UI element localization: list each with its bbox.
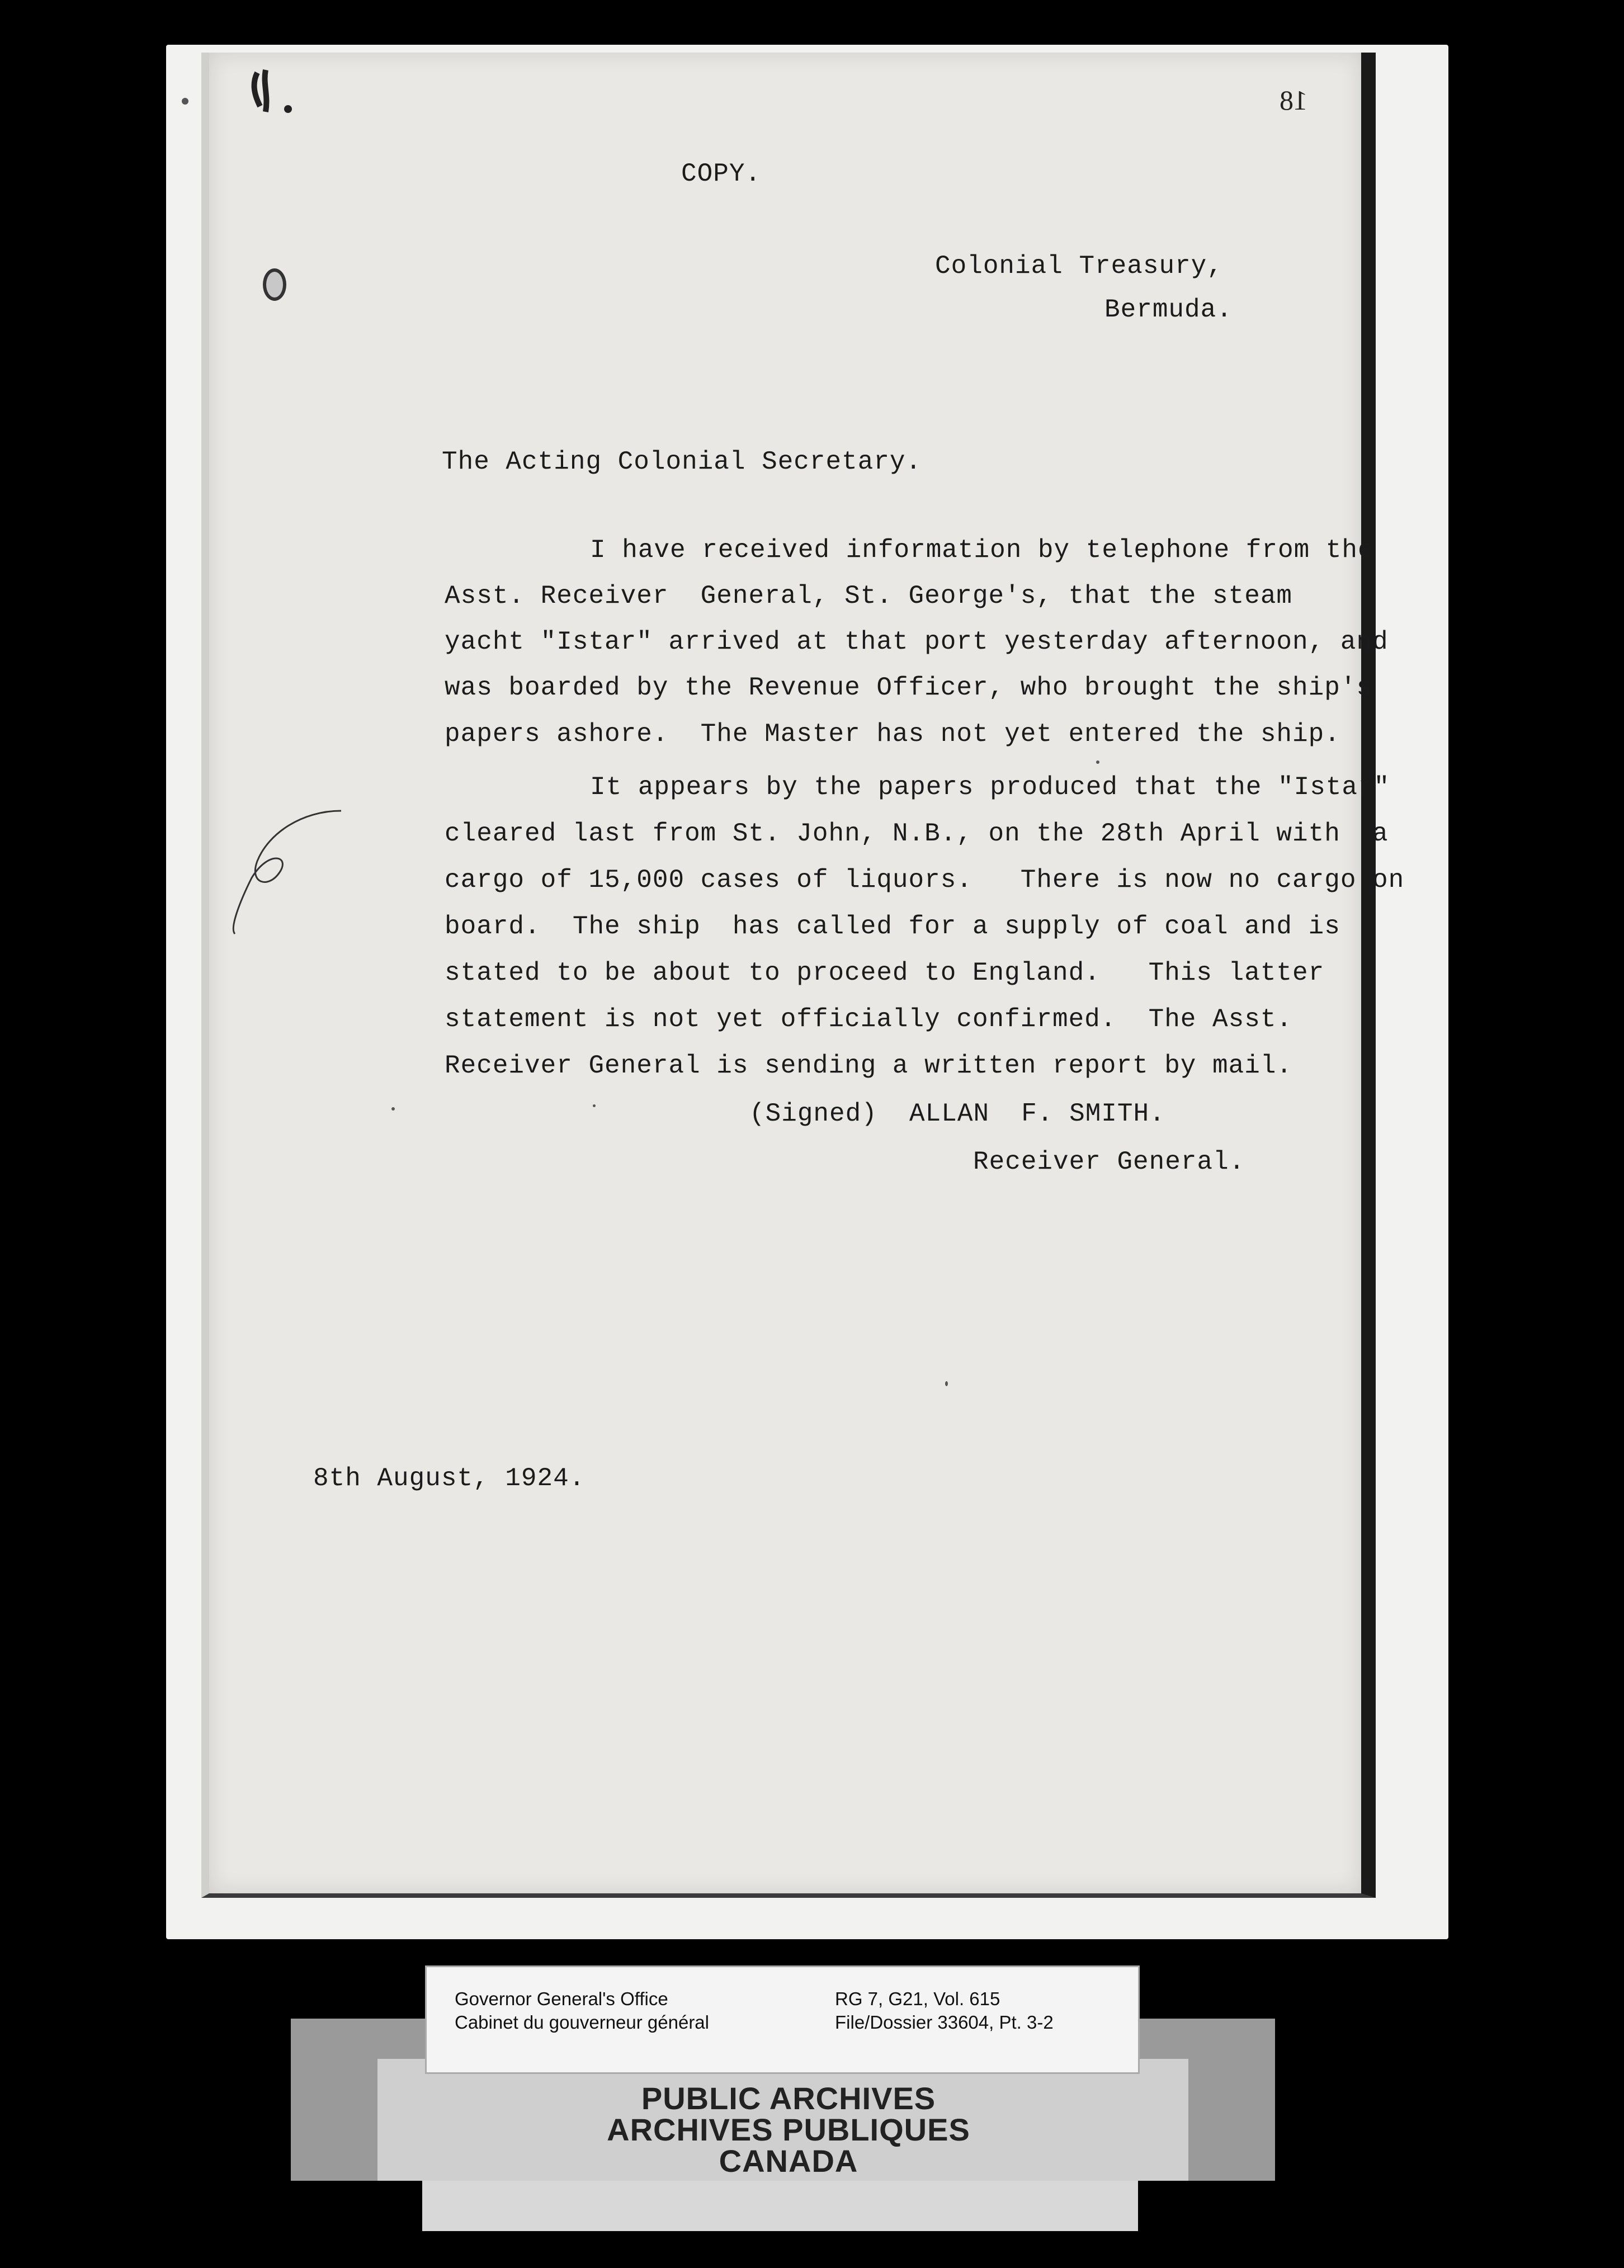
ink-blot-mark: [246, 62, 308, 123]
body-line: was boarded by the Revenue Officer, who brought the ship's: [445, 673, 1373, 702]
stamp-line-1: PUBLIC ARCHIVES: [641, 2081, 936, 2116]
addressee: The Acting Colonial Secretary.: [442, 447, 922, 476]
punch-hole: [263, 268, 286, 301]
body-line: papers ashore. The Master has not yet entered the ship.: [445, 720, 1340, 749]
body-line: cargo of 15,000 cases of liquors. There is now no cargo on: [445, 866, 1405, 895]
body-line: statement is not yet officially confirmed. The Asst.: [445, 1005, 1293, 1034]
body-line: It appears by the papers produced that the "Istar": [590, 773, 1390, 802]
archive-reference-label: [425, 1965, 1140, 2074]
stamp-line-2: ARCHIVES PUBLIQUES: [607, 2112, 970, 2147]
page-number: 18: [1280, 84, 1307, 116]
archive-tape-strip: [422, 2181, 1138, 2231]
signatory-title: Receiver General.: [973, 1147, 1245, 1176]
pencil-annotation-mark: [218, 800, 386, 956]
body-line: cleared last from St. John, N.B., on the 28th April with a: [445, 819, 1389, 848]
stamp-line-3: CANADA: [719, 2143, 858, 2179]
office-french: Cabinet du gouverneur général: [455, 2012, 709, 2033]
file-reference: File/Dossier 33604, Pt. 3-2: [835, 2012, 1054, 2033]
body-line: yacht "Istar" arrived at that port yesterday afternoon, and: [445, 627, 1389, 656]
body-line: Receiver General is sending a written report by mail.: [445, 1051, 1293, 1080]
film-speck: [1096, 760, 1099, 764]
film-speck: [593, 1104, 596, 1107]
office-english: Governor General's Office: [455, 1988, 668, 2009]
body-line: I have received information by telephone from the: [590, 536, 1374, 565]
film-speck: [182, 98, 188, 105]
public-archives-stamp: [559, 2083, 1018, 2177]
signature: (Signed) ALLAN F. SMITH.: [749, 1099, 1165, 1128]
body-line: Asst. Receiver General, St. George's, that the steam: [445, 582, 1293, 611]
copy-heading: COPY.: [681, 159, 762, 188]
document-date: 8th August, 1924.: [313, 1464, 586, 1493]
sender-line-2: Bermuda.: [1104, 295, 1233, 324]
body-line: stated to be about to proceed to England. This latter: [445, 958, 1325, 987]
record-group-reference: RG 7, G21, Vol. 615: [835, 1988, 1000, 2009]
film-speck: [945, 1381, 948, 1386]
sender-line-1: Colonial Treasury,: [935, 252, 1223, 281]
body-line: board. The ship has called for a supply of coal and is: [445, 912, 1340, 941]
film-speck: [391, 1107, 395, 1111]
